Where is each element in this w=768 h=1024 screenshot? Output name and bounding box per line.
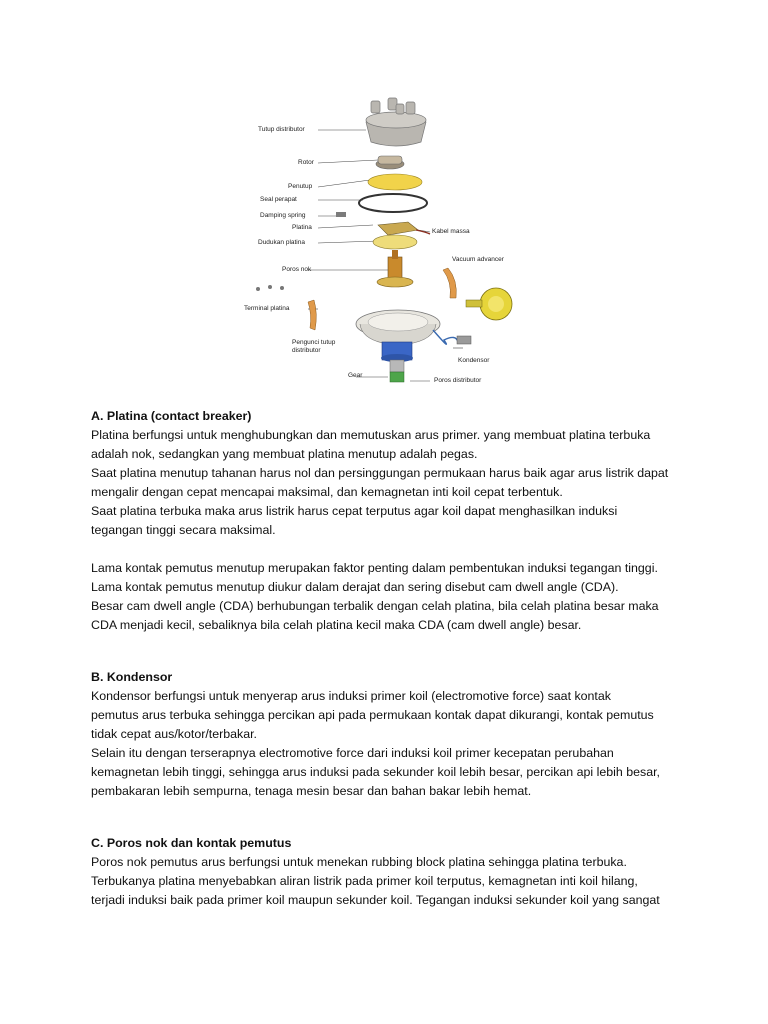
text-line: Kondensor berfungsi untuk menyerap arus induksi primer koil (electromotive force) saat kontak [91, 689, 611, 703]
text-line: Lama kontak pemutus menutup diukur dalam derajat dan sering disebut cam dwell angle (CDA). [91, 580, 619, 594]
text-line: CDA menjadi kecil, sebaliknya bila celah platina kecil maka CDA (cam dwell angle) besar. [91, 618, 582, 632]
text-line: terjadi induksi baik pada primer koil maupun sekunder koil. Tegangan induksi sekunder koil yang sangat [91, 893, 660, 907]
label-distributor: distributor [292, 347, 321, 354]
text-line: tidak cepat aus/kotor/terbakar. [91, 727, 257, 741]
heading-kondensor: B. Kondensor [91, 670, 173, 684]
label-terminal-platina: Terminal platina [244, 305, 290, 312]
terminal-platina [308, 300, 316, 330]
label-rotor: Rotor [298, 159, 314, 166]
seal-ring [359, 194, 427, 212]
label-kabel-massa: Kabel massa [432, 228, 470, 235]
label-penutup: Penutup [288, 183, 313, 190]
text-line: adalah nok, sedangkan yang membuat platina menutup adalah pegas. [91, 447, 478, 461]
penutup-disk [368, 174, 422, 190]
text-line: Terbukanya platina menyebabkan aliran listrik pada primer koil terputus, kemagnetan inti koil hilang, [91, 874, 638, 888]
distributor-body [356, 310, 440, 382]
text-line: Saat platina terbuka maka arus listrik harus cepat terputus agar koil dapat menghasilkan induksi [91, 504, 618, 518]
text-line: Selain itu dengan terserapnya electromotive force dari induksi koil primer kecepatan perubahan [91, 746, 614, 760]
document-body [91, 407, 691, 910]
text-line: kemagnetan lebih tinggi, sehingga arus induksi pada sekunder koil lebih besar, percikan api lebih besar, [91, 765, 660, 779]
text-line: Saat platina menutup tahanan harus nol dan persinggungan permukaan harus baik agar arus listrik dapat [91, 466, 669, 480]
label-platina: Platina [292, 224, 312, 231]
label-poros-nok: Poros nok [282, 266, 312, 273]
kondensor [433, 330, 471, 344]
poros-nok [377, 250, 413, 287]
distributor-cap [366, 98, 426, 146]
text-line: Lama kontak pemutus menutup merupakan faktor penting dalam pembentukan induksi tegangan tinggi. [91, 561, 658, 575]
distributor-diagram [238, 92, 530, 392]
label-damping-spring: Damping spring [260, 212, 306, 219]
heading-poros-nok: C. Poros nok dan kontak pemutus [91, 836, 292, 850]
text-line: pembakaran lebih sempurna, tenaga mesin besar dan bahan bakar lebih hemat. [91, 784, 532, 798]
label-gear: Gear [348, 372, 363, 379]
text-line: tegangan tinggi secara maksimal. [91, 523, 276, 537]
label-kondensor: Kondensor [458, 357, 490, 364]
label-vacuum-advancer: Vacuum advancer [452, 256, 504, 263]
rotor [376, 156, 404, 169]
text-line: Platina berfungsi untuk menghubungkan dan memutuskan arus primer. yang membuat platina terbuka [91, 428, 651, 442]
vacuum-advancer [443, 268, 512, 320]
label-seal-perapat: Seal perapat [260, 196, 297, 203]
text-line: pemutus arus terbuka sehingga percikan api pada permukaan kontak dapat dikurangi, kontak pemutus [91, 708, 654, 722]
platina-part [336, 212, 430, 235]
text-line: mengalir dengan cepat mencapai maksimal, dan kemagnetan inti koil cepat terbentuk. [91, 485, 563, 499]
label-pengunci-tutup: Pengunci tutup [292, 339, 336, 346]
label-tutup-distributor: Tutup distributor [258, 126, 305, 133]
text-line: Poros nok pemutus arus berfungsi untuk menekan rubbing block platina sehingga platina terbuka. [91, 855, 627, 869]
label-dudukan-platina: Dudukan platina [258, 239, 305, 246]
label-poros-distributor: Poros distributor [434, 377, 482, 384]
dudukan-platina [373, 235, 417, 249]
text-line: Besar cam dwell angle (CDA) berhubungan terbalik dengan celah platina, bila celah platina besar maka [91, 599, 659, 613]
heading-platina: A. Platina (contact breaker) [91, 409, 252, 423]
